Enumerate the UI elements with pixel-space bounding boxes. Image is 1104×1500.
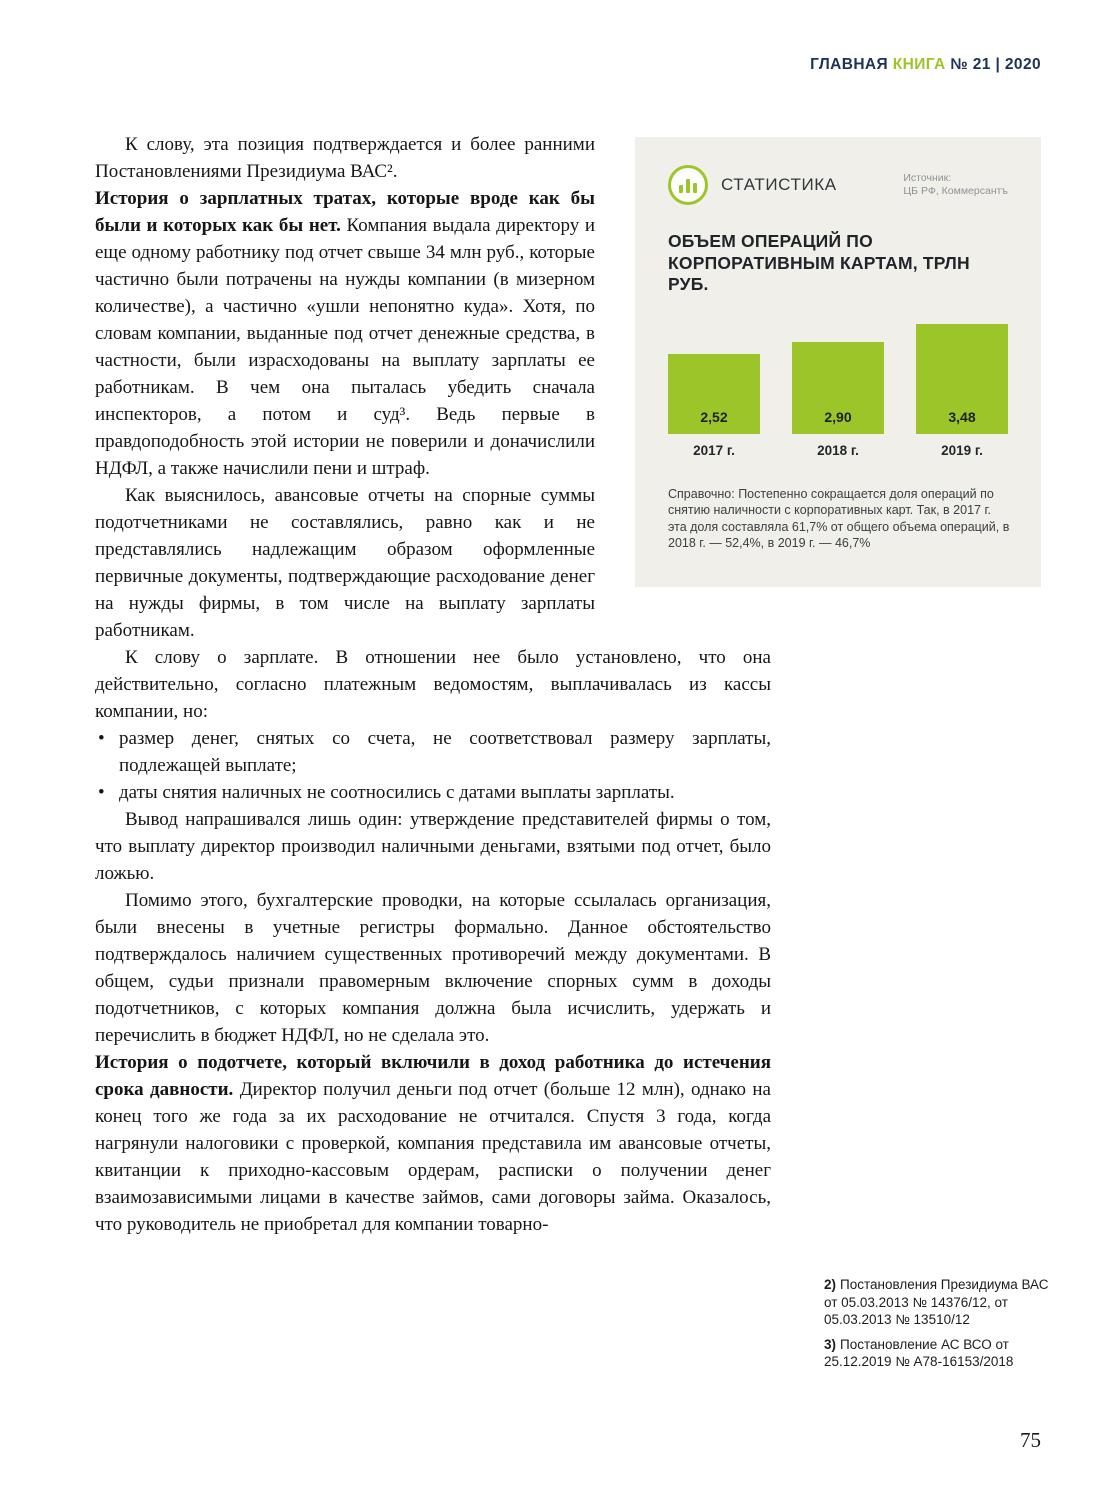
- statistics-chart-icon: [668, 165, 708, 205]
- page-number: 75: [1020, 1428, 1041, 1452]
- footnote-number: 3): [824, 1336, 837, 1352]
- chart-bar-column: [792, 342, 884, 434]
- chart-bar-2017: [668, 354, 760, 434]
- running-head: [810, 56, 1041, 74]
- footnote-text: Постановления Президиума ВАС от 05.03.2013 № 14376/12, от 05.03.2013 № 13510/12: [824, 1277, 1049, 1327]
- paragraph-6: Помимо этого, бухгалтерские проводки, на которые ссылалась организация, были внесены в учетные регистры формально. Данное обстоятельство подтверждалось наличием существенных противоречий между документами. В общем, судьи признали правомерным включение спорных сумм в доходы подотчетников, с которых компания должна была исчислить, удержать и перечислить в бюджет НДФЛ, но не сделала это.: [95, 890, 771, 1046]
- paragraph-7-lead: История о подотчете, который включили в доход работника до истечения срока давности.: [95, 1052, 771, 1100]
- paragraph-2-lead: История о зарплатных тратах, которые вроде как бы были и которых как бы нет.: [95, 188, 595, 236]
- bar-year-label: 2019 г.: [941, 442, 983, 458]
- bar-value-label: 2,90: [824, 408, 852, 425]
- footnote-text: Постановление АС ВСО от 25.12.2019 № А78-16153/2018: [824, 1336, 1014, 1369]
- paragraph-1: К слову, эта позиция подтверждается и более ранними Постановлениями Президиума ВАС².: [95, 134, 595, 182]
- paragraph-5: Вывод напрашивался лишь один: утверждение представителей фирмы о том, что выплату директор производил наличными деньгами, взятыми под отчет, было ложью.: [95, 809, 771, 884]
- paragraph-7: [95, 1049, 771, 1238]
- list-item: • даты снятия наличных не соотносились с датами выплаты зарплаты.: [95, 779, 771, 806]
- footnote-number: 2): [824, 1277, 837, 1292]
- chart-x-axis-labels: [668, 443, 1008, 458]
- chart-bar-2018: [792, 342, 884, 434]
- footnote-2: [824, 1276, 1050, 1329]
- statistics-label: СТАТИСТИКА: [721, 175, 837, 194]
- magazine-title-part1: ГЛАВНАЯ: [810, 56, 889, 73]
- source-note-line1: Источник:: [903, 172, 952, 184]
- chart-bar-column: [668, 354, 760, 434]
- bullet-list: [95, 725, 771, 806]
- reference-note: Справочно: Постепенно сокращается доля операций по снятию наличности с корпоративных карт. Так, в 2017 г. эта доля составляла 61,7% от общего объема операций, в 2018 г. — 52,4%, в 2019 г. — 46,7%: [668, 486, 1010, 550]
- statistics-panel: [635, 137, 1041, 587]
- paragraph-7-text: Директор получил деньги под отчет (больше 12 млн), однако на конец того же года за их расходование не отчитался. Спустя 3 года, когда нагрянули налоговики с проверкой, компания представила им авансовые отчеты, квитанции к приходно-кассовым ордерам, расписки о получении денег взаимозависимыми лицами в качестве займов, сами договоры займа. Оказалось, что руководитель не приобретал для компании товарно-: [95, 1079, 771, 1235]
- bar-value-label: 3,48: [948, 408, 976, 425]
- chart-bar-2019: [916, 324, 1008, 434]
- paragraph-2-text: Компания выдала директору и еще одному работнику под отчет свыше 34 млн руб., которые частично были потрачены на нужды компании (в мизерном количестве), а частично «ушли непонятно куда». Хотя, по словам компании, выданные под отчет денежные средства, в частности, были израсходованы на выплату зарплаты ее работникам. В чем она пыталась убедить сначала инспекторов, а потом и суд³. Ведь первые в правдоподобность этой истории не поверили и доначислили НДФЛ, а также начислили пени и штраф.: [95, 215, 596, 479]
- paragraph-4: К слову о зарплате. В отношении нее было установлено, что она действительно, согласно платежным ведомостям, выплачивалась из кассы компании, но:: [95, 647, 771, 722]
- bar-year-label: 2017 г.: [693, 442, 735, 458]
- bar-value-label: 2,52: [700, 408, 728, 425]
- footnote-3: [824, 1336, 1050, 1371]
- bar-chart: [668, 322, 1008, 434]
- source-note: [903, 172, 1008, 198]
- source-note-line2: ЦБ РФ, Коммерсантъ: [903, 185, 1008, 197]
- chart-bar-column: [916, 324, 1008, 434]
- chart-title: ОБЪЕМ ОПЕРАЦИЙ ПО КОРПОРАТИВНЫМ КАРТАМ, ТРЛН РУБ.: [668, 231, 970, 294]
- issue-number: № 21 | 2020: [950, 56, 1041, 73]
- paragraph-3: Как выяснилось, авансовые отчеты на спорные суммы подотчетниками не составлялись, равно как и не представлялись надлежащим образом оформленные первичные документы, подтверждающие расходование денег на нужды фирмы, в том числе на выплату зарплаты работникам.: [95, 485, 595, 641]
- bar-year-label: 2018 г.: [817, 442, 859, 458]
- magazine-title-part2: КНИГА: [892, 56, 946, 73]
- list-item: • размер денег, снятых со счета, не соответствовал размеру зарплаты, подлежащей выплате;: [95, 725, 771, 779]
- margin-footnotes: [824, 1276, 1050, 1378]
- statistics-header: [668, 165, 1008, 205]
